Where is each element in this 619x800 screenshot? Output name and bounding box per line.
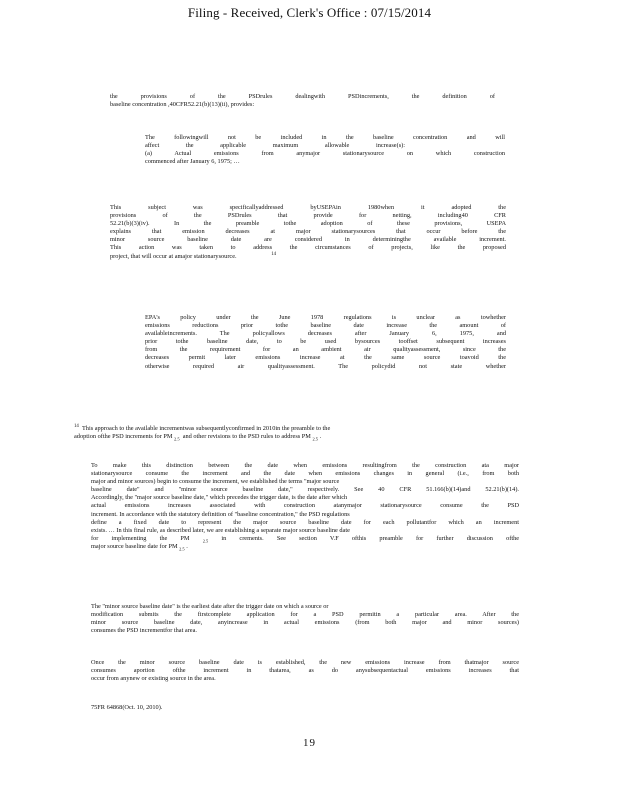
text-line: commenced after January 6, 1975; … [145, 158, 240, 166]
page-number: 19 [303, 737, 316, 749]
text-line: explains that emission decreases at major stationarysources that occur before the [110, 228, 506, 236]
text-line: Accordingly, the "major source baseline date," which precedes the trigger date, is the date after which [91, 494, 348, 502]
text-line: modification submits the firstcomplete application for a PSD permitin a particular area. After the [91, 611, 519, 619]
text-line: major source baseline date for PM $_{2.5}$ . [91, 542, 188, 552]
paragraph-intro [110, 93, 495, 109]
footnote-quote-paragraph-2 [91, 603, 519, 635]
block-quote-definition [145, 134, 505, 166]
text-line: availableincrements. The policyallows decreases after January 6, 1975, and [145, 330, 506, 338]
footnote-citation [91, 704, 291, 712]
text-line: occur from anynew or existing source in the area. [91, 675, 216, 683]
footnote-quote-paragraph-1 [91, 462, 519, 551]
text-line: This subject was specificallyaddressed byUSEPAin 1980when it adopted the [110, 204, 506, 211]
text-line: 52.21(b)(3)(iv). In the preamble tothe adoption of these provisions, USEPA [110, 220, 506, 228]
text-line: baseline concentration ,40CFR52.21(b)(13)(ii), provides: [110, 101, 255, 109]
text-line: adoption ofthe PSD increments for PM $_{2.5}$ and other revisions to the PSD rules to address PM $_{2.5}$ . [74, 433, 322, 442]
text-line: This action was taken to address the circumstances of projects, like the proposed [110, 244, 506, 252]
footnote-marker: 14 [74, 423, 79, 429]
block-quote-epa-policy [145, 314, 506, 371]
text-line: consumes the PSD incrementfor that area. [91, 627, 197, 635]
text-line: The "minor source baseline date" is the earliest date after the trigger date on which a source or [91, 603, 329, 610]
text-line: increment. In accordance with the statutory definition of "baseline concentration," the PSD regulations [91, 510, 350, 518]
footnote-14 [74, 425, 514, 441]
text-line: EPA's policy under the June 1978 regulations is unclear as towhether [145, 314, 506, 321]
text-line: Once the minor source baseline date is established, the new emissions increase from thatmajor source [91, 659, 519, 666]
text-line: The followingwill not be included in the baseline concentration and will [145, 134, 505, 141]
text-line: stationarysource consume the increment and the date when emissions changes in general (i.e., from both [91, 470, 519, 478]
text-line: minor source baseline date, anyincrease in actual emissions (from both major and minor sources) [91, 619, 519, 627]
filing-stamp-header: Filing - Received, Clerk's Office : 07/15/2014 [187, 5, 432, 20]
text-line: decreases permit later emissions increase at the same source toavoid the [145, 354, 506, 362]
text-line: prior tothe baseline date, to be used bysources tooffset subsequent increases [145, 338, 506, 346]
text-line: the provisions of the PSDrules dealingwith PSDincrements, the definition of [110, 93, 495, 100]
text-line: minor source baseline date are considered in determiningthe available increment. [110, 236, 506, 244]
text-line: otherwise required air qualityassessment. The policydid not state whether [145, 362, 506, 370]
text-line: for implementing the PM $_{2.5}$ in crements. See section V.F ofthis preamble for further discussion ofthe [91, 534, 520, 544]
paragraph-netting [110, 204, 506, 261]
text-line: $^{14}$ This approach to the available incrementwas subsequentlyconfirmed in 2010in the preamble to the [74, 423, 331, 432]
text-line: emissions reductions prior tothe baseline date increase the amount of [145, 322, 506, 330]
footnote-quote-paragraph-3 [91, 659, 519, 683]
text-line: 75FR 64868(Oct. 10, 2010). [91, 704, 163, 711]
text-line: from the requirement for an ambient air qualityassessment, since the [145, 346, 506, 354]
text-line: (a) Actual emissions from anymajor stationarysource on which construction [145, 150, 505, 158]
text-line: define a fixed date to represent the major source baseline date for each pollutantfor which an increment [91, 518, 519, 526]
footnote-reference: 14 [271, 251, 277, 257]
text-line: provisions of the PSDrules that provide for netting, including40 CFR [110, 212, 506, 220]
text-line: actual emissions increases associated with construction atanymajor stationarysource consume the PSD [91, 502, 519, 510]
text-line: project, that will occur at amajor stationarysource. $^{14}$ [110, 251, 277, 260]
text-line: To make this distinction between the date when emissions resultingfrom the construction ata major [91, 462, 519, 469]
text-line: major and minor sources) begin to consume the increment, we established the terms "major source [91, 478, 340, 486]
text-line: baseline date" and "minor source baseline date," respectively. See 40 CFR 51.166(b)(14)and 52.21(b)(14). [91, 486, 519, 494]
text-line: exists. … In this final rule, as described later, we are establishing a separate major source baseline date [91, 526, 350, 534]
text-line: affect the applicable maximum allowable increase(s): [145, 142, 405, 150]
text-line: consumes aportion ofthe increment in thatarea, as do anysubsequentactual emissions increases that [91, 667, 519, 675]
